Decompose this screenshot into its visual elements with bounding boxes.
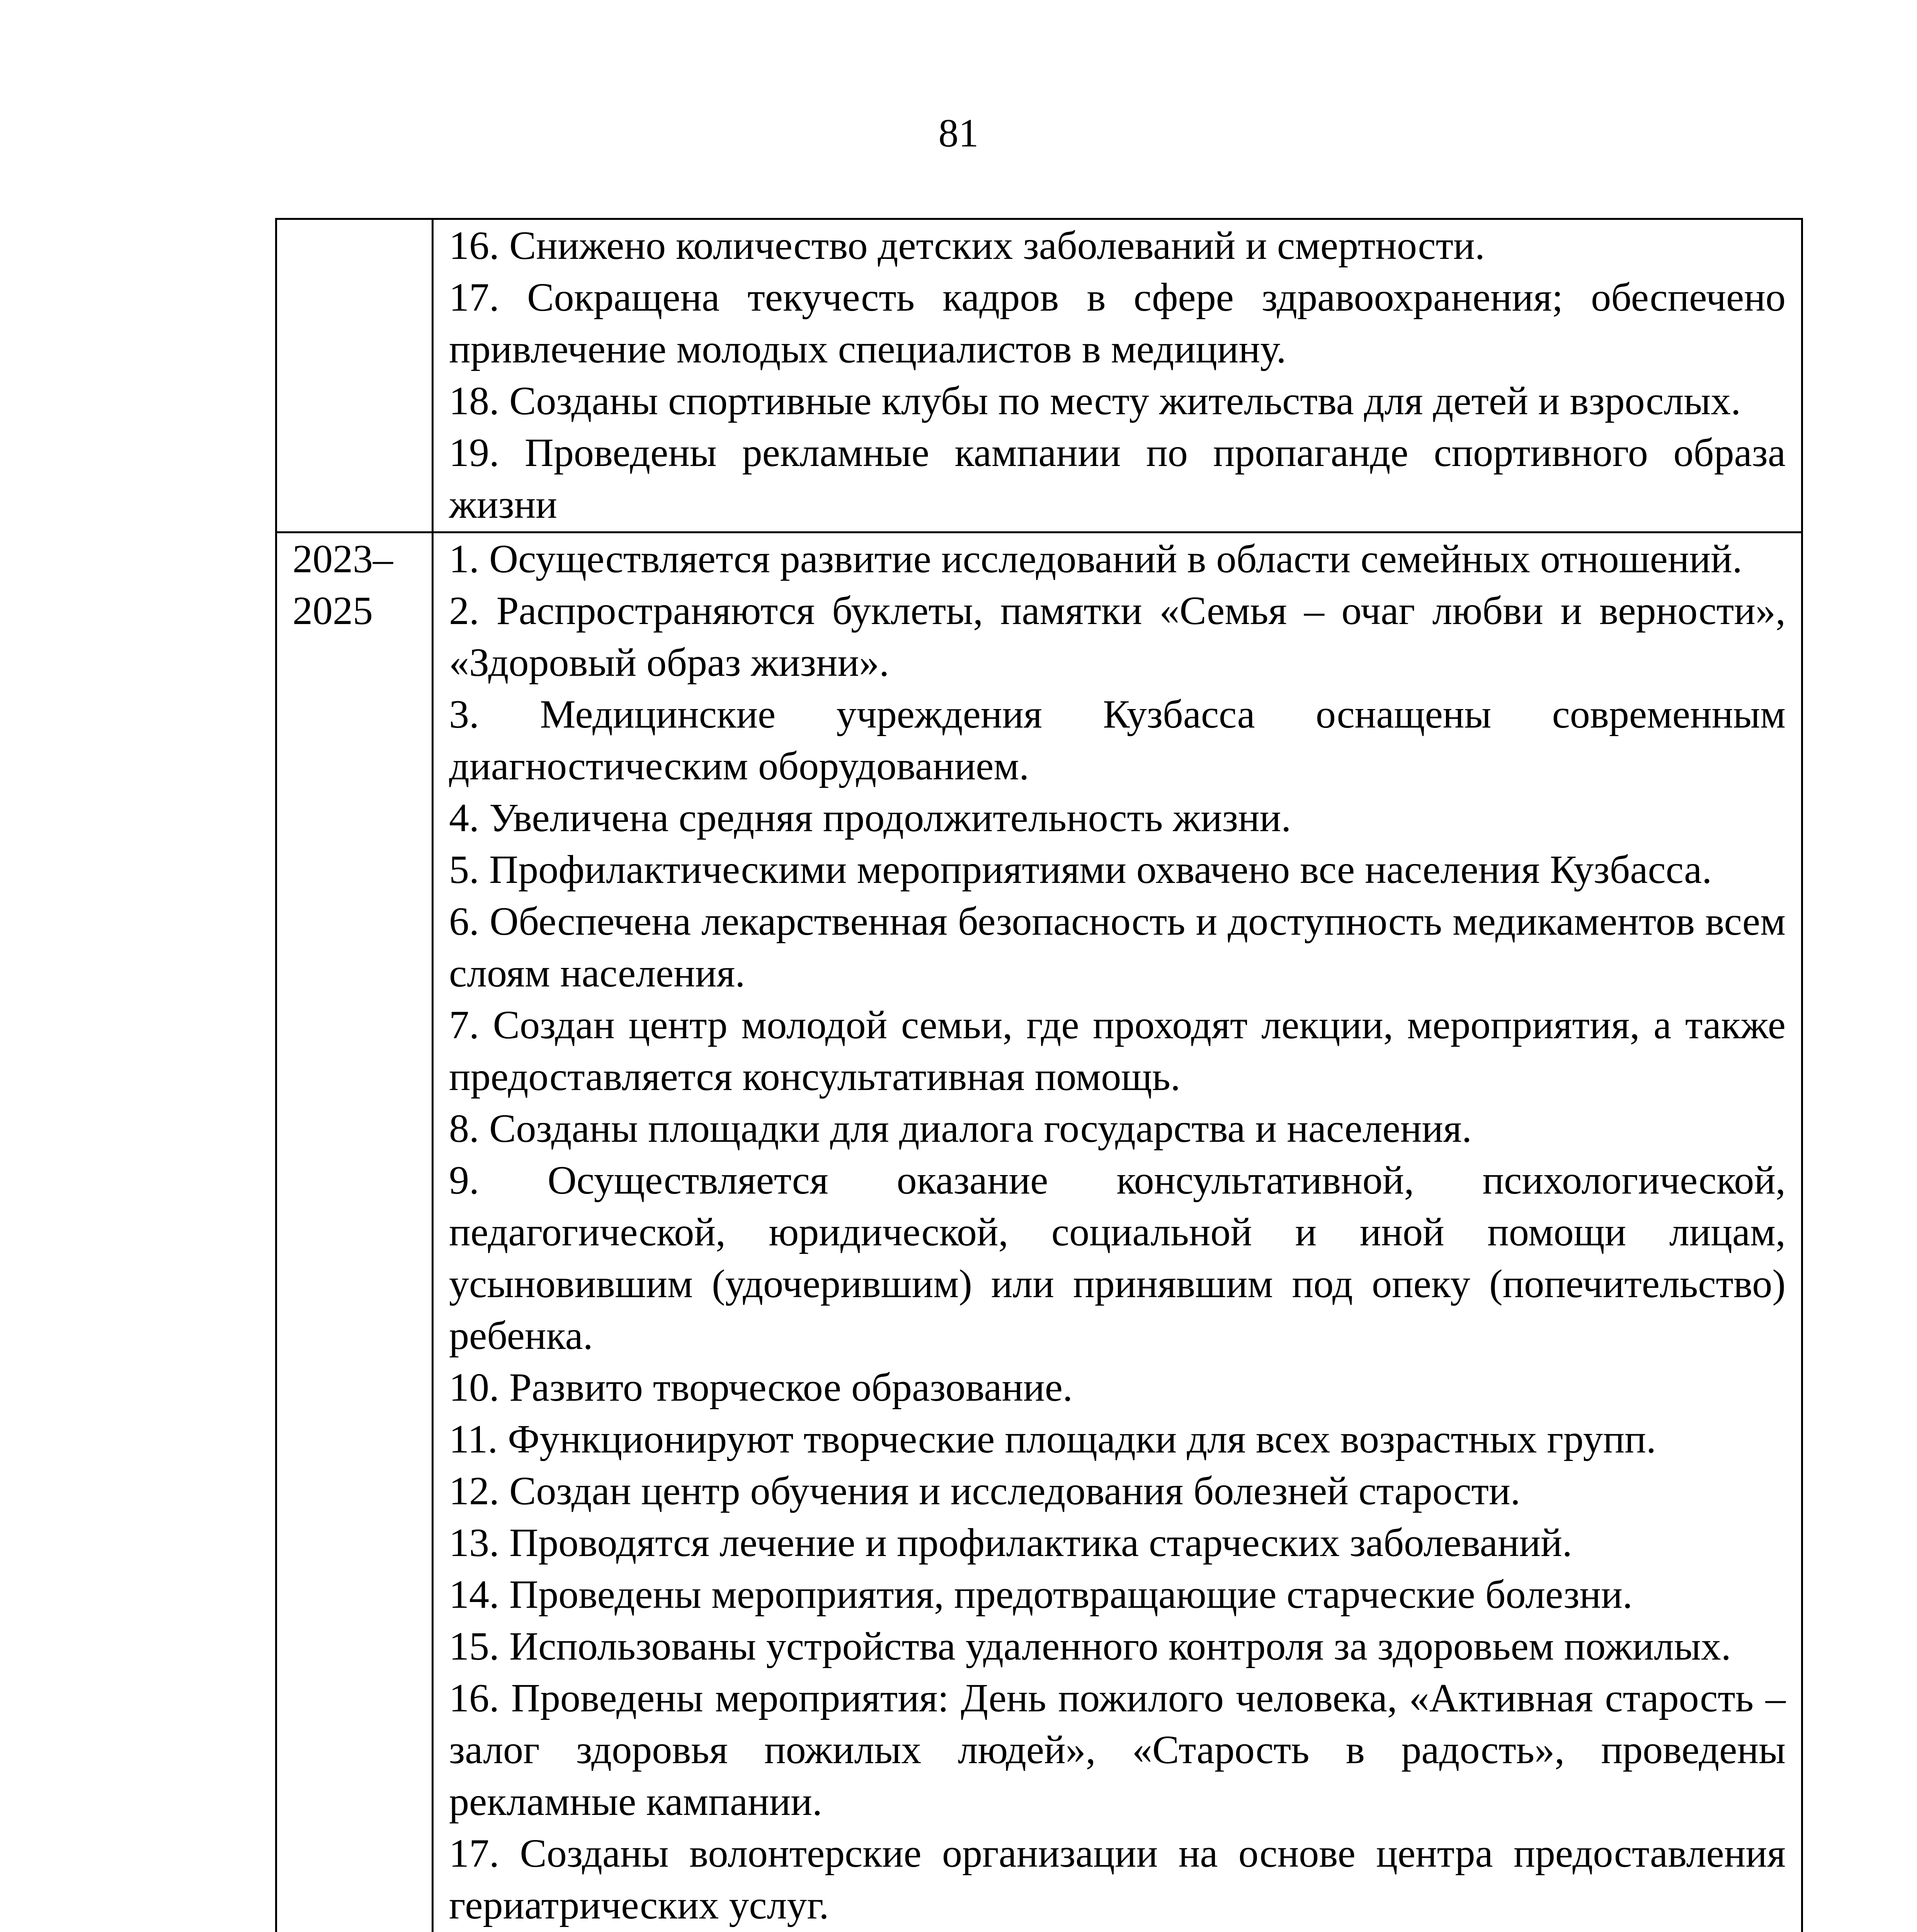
measures-table xyxy=(275,218,1803,1932)
list-item: 1. Осуществляется развитие исследований в области семейных отношений. xyxy=(449,537,1742,581)
period-cell xyxy=(276,219,433,532)
list-item: 10. Развито творческое образование. xyxy=(449,1365,1073,1410)
table-row xyxy=(276,532,1802,1932)
list-item: 17. Сокращена текучесть кадров в сфере здравоохранения; обеспечено привлечение молодых специалистов в медицину. xyxy=(449,275,1786,371)
items-cell xyxy=(433,532,1802,1932)
list-item: 2. Распространяются буклеты, памятки «Семья – очаг любви и верности», «Здоровый образ жизни». xyxy=(449,588,1786,685)
list-item: 11. Функционируют творческие площадки для всех возрастных групп. xyxy=(449,1417,1656,1461)
list-item: 12. Создан центр обучения и исследования болезней старости. xyxy=(449,1469,1521,1513)
list-item: 6. Обеспечена лекарственная безопасность и доступность медикаментов всем слоям населения. xyxy=(449,899,1786,995)
list-item: 13. Проводятся лечение и профилактика старческих заболеваний. xyxy=(449,1520,1572,1565)
table-row xyxy=(276,219,1802,532)
list-item: 4. Увеличена средняя продолжительность жизни. xyxy=(449,796,1291,840)
list-item: 18. Созданы спортивные клубы по месту жительства для детей и взрослых. xyxy=(449,379,1741,423)
list-item: 17. Созданы волонтерские организации на основе центра предоставления гериатрических услуг. xyxy=(449,1831,1786,1927)
list-item: 16. Снижено количество детских заболеваний и смертности. xyxy=(449,223,1485,268)
list-item: 8. Созданы площадки для диалога государства и населения. xyxy=(449,1106,1472,1151)
page-number: 81 xyxy=(938,111,979,155)
list-item: 16. Проведены мероприятия: День пожилого человека, «Активная старость – залог здоровья пожилых людей», «Старость в радость», проведены рекламные кампании. xyxy=(449,1676,1786,1824)
list-item: 14. Проведены мероприятия, предотвращающие старческие болезни. xyxy=(449,1572,1633,1617)
items-cell xyxy=(433,219,1802,532)
list-item: 9. Осуществляется оказание консультативной, психологической, педагогической, юридической, социальной и иной помощи лицам, усыновившим (удочерившим) или принявшим под опеку (попечительство) ребенка. xyxy=(449,1158,1786,1358)
list-item: 5. Профилактическими мероприятиями охвачено все населения Кузбасса. xyxy=(449,847,1712,892)
list-item: 15. Использованы устройства удаленного контроля за здоровьем пожилых. xyxy=(449,1624,1731,1668)
period-cell: 2023–2025 xyxy=(276,532,433,1932)
list-item: 19. Проведены рекламные кампании по пропаганде спортивного образа жизни xyxy=(449,430,1786,527)
list-item: 3. Медицинские учреждения Кузбасса оснащены современным диагностическим оборудованием. xyxy=(449,692,1786,788)
list-item: 7. Создан центр молодой семьи, где проходят лекции, мероприятия, а также предоставляется консультативная помощь. xyxy=(449,1003,1786,1099)
